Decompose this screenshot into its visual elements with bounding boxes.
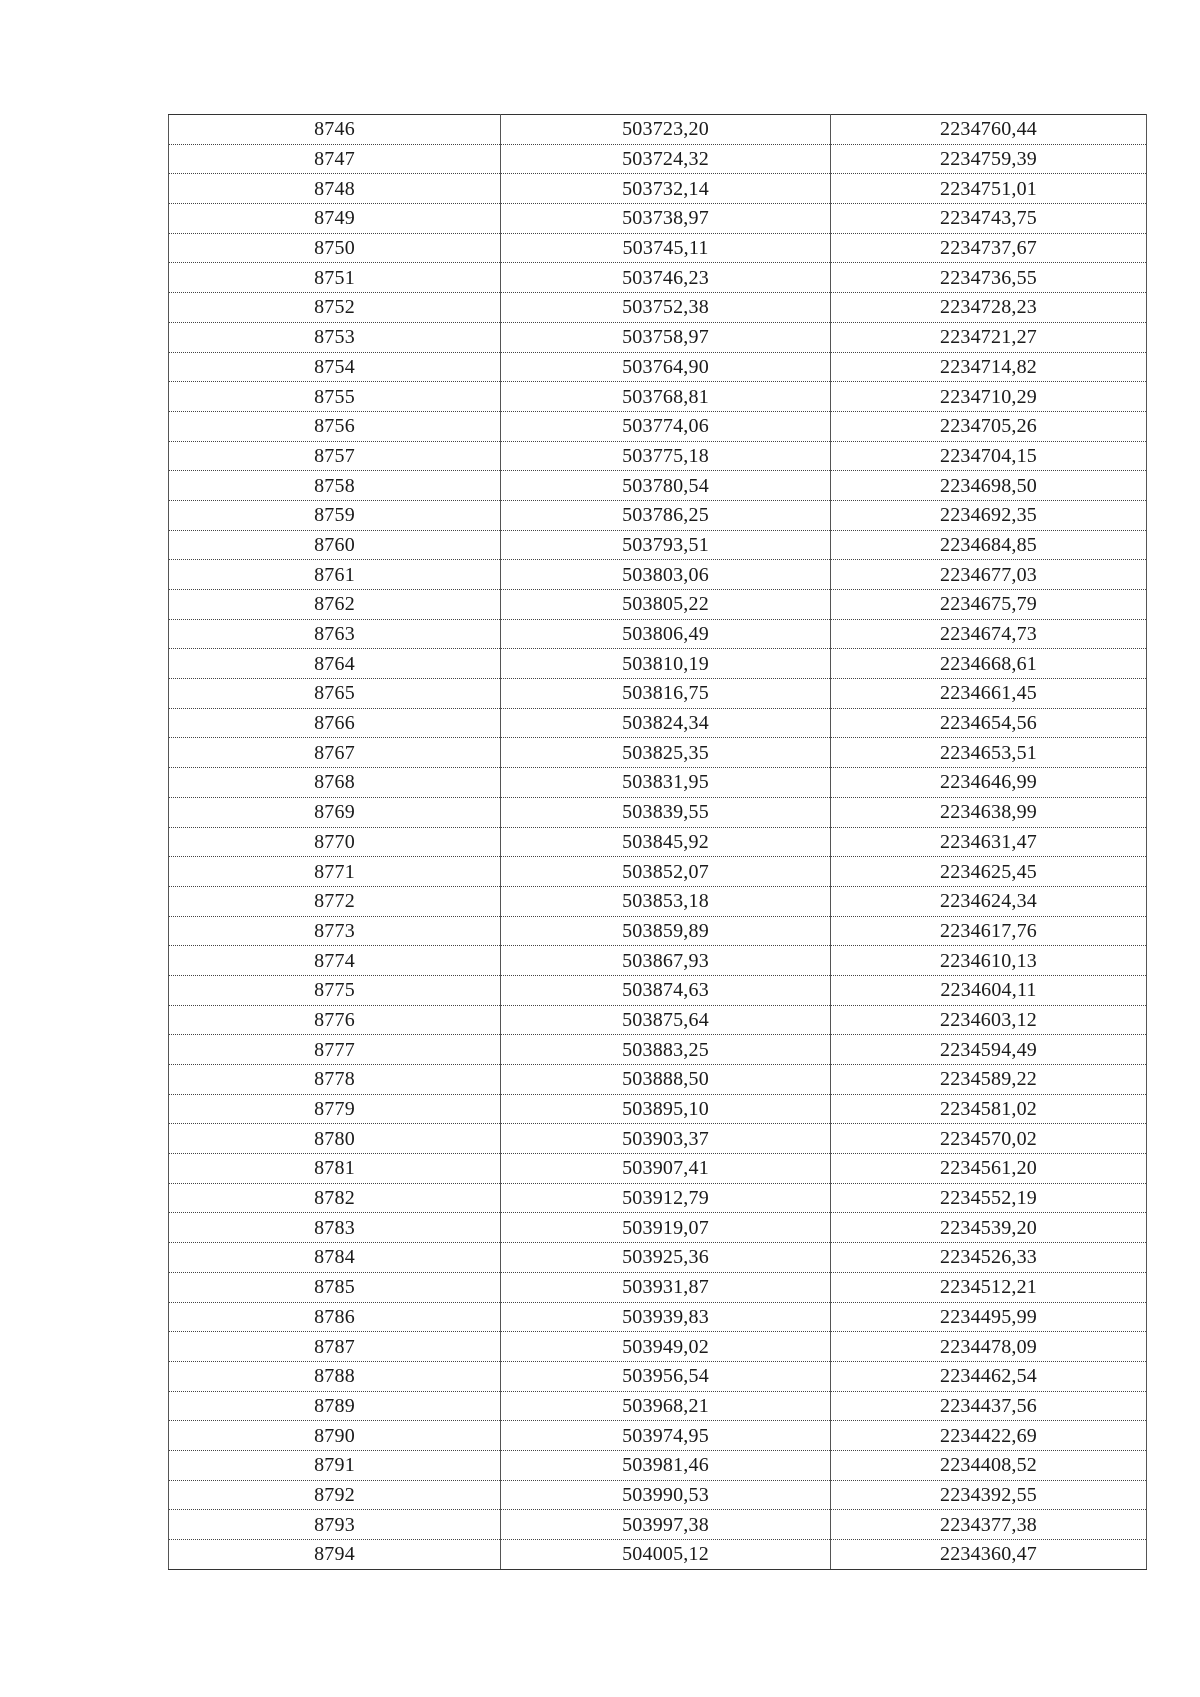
- y-coordinate-cell: 2234736,55: [831, 263, 1147, 293]
- x-coordinate-cell: 503774,06: [501, 411, 831, 441]
- table-row: [169, 1124, 1147, 1154]
- y-coordinate-cell: 2234638,99: [831, 797, 1147, 827]
- point-number-cell: 8777: [169, 1035, 501, 1065]
- y-coordinate-cell: 2234360,47: [831, 1540, 1147, 1570]
- table-row: [169, 1391, 1147, 1421]
- table-row: [169, 975, 1147, 1005]
- table-row: [169, 1361, 1147, 1391]
- x-coordinate-cell: 503824,34: [501, 708, 831, 738]
- table-row: [169, 1540, 1147, 1570]
- y-coordinate-cell: 2234728,23: [831, 293, 1147, 323]
- y-coordinate-cell: 2234684,85: [831, 530, 1147, 560]
- x-coordinate-cell: 503903,37: [501, 1124, 831, 1154]
- y-coordinate-cell: 2234674,73: [831, 619, 1147, 649]
- point-number-cell: 8749: [169, 204, 501, 234]
- y-coordinate-cell: 2234759,39: [831, 144, 1147, 174]
- y-coordinate-cell: 2234677,03: [831, 560, 1147, 590]
- x-coordinate-cell: 503925,36: [501, 1243, 831, 1273]
- point-number-cell: 8760: [169, 530, 501, 560]
- table-row: [169, 352, 1147, 382]
- x-coordinate-cell: 504005,12: [501, 1540, 831, 1570]
- point-number-cell: 8752: [169, 293, 501, 323]
- point-number-cell: 8784: [169, 1243, 501, 1273]
- table-row: [169, 1035, 1147, 1065]
- point-number-cell: 8789: [169, 1391, 501, 1421]
- table-row: [169, 1272, 1147, 1302]
- y-coordinate-cell: 2234561,20: [831, 1154, 1147, 1184]
- y-coordinate-cell: 2234710,29: [831, 382, 1147, 412]
- x-coordinate-cell: 503912,79: [501, 1183, 831, 1213]
- y-coordinate-cell: 2234625,45: [831, 857, 1147, 887]
- table-row: [169, 708, 1147, 738]
- x-coordinate-cell: 503875,64: [501, 1005, 831, 1035]
- y-coordinate-cell: 2234721,27: [831, 322, 1147, 352]
- point-number-cell: 8788: [169, 1361, 501, 1391]
- table-row: [169, 411, 1147, 441]
- y-coordinate-cell: 2234422,69: [831, 1421, 1147, 1451]
- table-row: [169, 1510, 1147, 1540]
- point-number-cell: 8780: [169, 1124, 501, 1154]
- y-coordinate-cell: 2234737,67: [831, 233, 1147, 263]
- x-coordinate-cell: 503867,93: [501, 946, 831, 976]
- y-coordinate-cell: 2234714,82: [831, 352, 1147, 382]
- y-coordinate-cell: 2234392,55: [831, 1480, 1147, 1510]
- point-number-cell: 8761: [169, 560, 501, 590]
- y-coordinate-cell: 2234751,01: [831, 174, 1147, 204]
- x-coordinate-cell: 503895,10: [501, 1094, 831, 1124]
- table-row: [169, 738, 1147, 768]
- point-number-cell: 8766: [169, 708, 501, 738]
- table-row: [169, 1065, 1147, 1095]
- table-row: [169, 471, 1147, 501]
- table-row: [169, 1005, 1147, 1035]
- table-row: [169, 115, 1147, 145]
- point-number-cell: 8748: [169, 174, 501, 204]
- point-number-cell: 8773: [169, 916, 501, 946]
- table-row: [169, 679, 1147, 709]
- point-number-cell: 8782: [169, 1183, 501, 1213]
- point-number-cell: 8755: [169, 382, 501, 412]
- table-row: [169, 204, 1147, 234]
- x-coordinate-cell: 503764,90: [501, 352, 831, 382]
- table-row: [169, 1213, 1147, 1243]
- table-row: [169, 827, 1147, 857]
- y-coordinate-cell: 2234437,56: [831, 1391, 1147, 1421]
- table-row: [169, 233, 1147, 263]
- y-coordinate-cell: 2234603,12: [831, 1005, 1147, 1035]
- x-coordinate-cell: 503816,75: [501, 679, 831, 709]
- table-row: [169, 530, 1147, 560]
- x-coordinate-cell: 503831,95: [501, 768, 831, 798]
- x-coordinate-cell: 503888,50: [501, 1065, 831, 1095]
- x-coordinate-cell: 503786,25: [501, 500, 831, 530]
- x-coordinate-cell: 503746,23: [501, 263, 831, 293]
- x-coordinate-cell: 503907,41: [501, 1154, 831, 1184]
- table-row: [169, 768, 1147, 798]
- x-coordinate-cell: 503810,19: [501, 649, 831, 679]
- x-coordinate-cell: 503738,97: [501, 204, 831, 234]
- point-number-cell: 8774: [169, 946, 501, 976]
- x-coordinate-cell: 503990,53: [501, 1480, 831, 1510]
- table-row: [169, 382, 1147, 412]
- x-coordinate-cell: 503939,83: [501, 1302, 831, 1332]
- point-number-cell: 8751: [169, 263, 501, 293]
- y-coordinate-cell: 2234617,76: [831, 916, 1147, 946]
- point-number-cell: 8764: [169, 649, 501, 679]
- point-number-cell: 8790: [169, 1421, 501, 1451]
- table-row: [169, 1183, 1147, 1213]
- table-row: [169, 857, 1147, 887]
- point-number-cell: 8786: [169, 1302, 501, 1332]
- x-coordinate-cell: 503839,55: [501, 797, 831, 827]
- table-row: [169, 322, 1147, 352]
- y-coordinate-cell: 2234661,45: [831, 679, 1147, 709]
- x-coordinate-cell: 503931,87: [501, 1272, 831, 1302]
- x-coordinate-cell: 503752,38: [501, 293, 831, 323]
- point-number-cell: 8768: [169, 768, 501, 798]
- y-coordinate-cell: 2234570,02: [831, 1124, 1147, 1154]
- point-number-cell: 8794: [169, 1540, 501, 1570]
- y-coordinate-cell: 2234495,99: [831, 1302, 1147, 1332]
- table-row: [169, 1421, 1147, 1451]
- table-row: [169, 797, 1147, 827]
- x-coordinate-cell: 503845,92: [501, 827, 831, 857]
- point-number-cell: 8754: [169, 352, 501, 382]
- y-coordinate-cell: 2234589,22: [831, 1065, 1147, 1095]
- coordinates-table-body: [169, 115, 1147, 1570]
- x-coordinate-cell: 503793,51: [501, 530, 831, 560]
- table-row: [169, 441, 1147, 471]
- point-number-cell: 8787: [169, 1332, 501, 1362]
- table-row: [169, 619, 1147, 649]
- x-coordinate-cell: 503853,18: [501, 886, 831, 916]
- x-coordinate-cell: 503768,81: [501, 382, 831, 412]
- table-row: [169, 174, 1147, 204]
- point-number-cell: 8781: [169, 1154, 501, 1184]
- table-row: [169, 1332, 1147, 1362]
- x-coordinate-cell: 503806,49: [501, 619, 831, 649]
- table-row: [169, 590, 1147, 620]
- x-coordinate-cell: 503919,07: [501, 1213, 831, 1243]
- point-number-cell: 8793: [169, 1510, 501, 1540]
- point-number-cell: 8765: [169, 679, 501, 709]
- x-coordinate-cell: 503732,14: [501, 174, 831, 204]
- table-row: [169, 500, 1147, 530]
- point-number-cell: 8753: [169, 322, 501, 352]
- point-number-cell: 8758: [169, 471, 501, 501]
- table-row: [169, 1094, 1147, 1124]
- x-coordinate-cell: 503974,95: [501, 1421, 831, 1451]
- y-coordinate-cell: 2234512,21: [831, 1272, 1147, 1302]
- x-coordinate-cell: 503956,54: [501, 1361, 831, 1391]
- table-row: [169, 263, 1147, 293]
- y-coordinate-cell: 2234539,20: [831, 1213, 1147, 1243]
- x-coordinate-cell: 503758,97: [501, 322, 831, 352]
- y-coordinate-cell: 2234377,38: [831, 1510, 1147, 1540]
- table-row: [169, 946, 1147, 976]
- x-coordinate-cell: 503803,06: [501, 560, 831, 590]
- x-coordinate-cell: 503780,54: [501, 471, 831, 501]
- table-row: [169, 649, 1147, 679]
- point-number-cell: 8747: [169, 144, 501, 174]
- y-coordinate-cell: 2234631,47: [831, 827, 1147, 857]
- point-number-cell: 8791: [169, 1450, 501, 1480]
- y-coordinate-cell: 2234760,44: [831, 115, 1147, 145]
- x-coordinate-cell: 503981,46: [501, 1450, 831, 1480]
- point-number-cell: 8750: [169, 233, 501, 263]
- x-coordinate-cell: 503745,11: [501, 233, 831, 263]
- x-coordinate-cell: 503949,02: [501, 1332, 831, 1362]
- table-row: [169, 144, 1147, 174]
- x-coordinate-cell: 503852,07: [501, 857, 831, 887]
- point-number-cell: 8770: [169, 827, 501, 857]
- y-coordinate-cell: 2234604,11: [831, 975, 1147, 1005]
- y-coordinate-cell: 2234668,61: [831, 649, 1147, 679]
- y-coordinate-cell: 2234704,15: [831, 441, 1147, 471]
- table-row: [169, 1243, 1147, 1273]
- point-number-cell: 8756: [169, 411, 501, 441]
- y-coordinate-cell: 2234646,99: [831, 768, 1147, 798]
- table-row: [169, 560, 1147, 590]
- point-number-cell: 8783: [169, 1213, 501, 1243]
- y-coordinate-cell: 2234692,35: [831, 500, 1147, 530]
- x-coordinate-cell: 503874,63: [501, 975, 831, 1005]
- point-number-cell: 8772: [169, 886, 501, 916]
- y-coordinate-cell: 2234408,52: [831, 1450, 1147, 1480]
- table-row: [169, 1450, 1147, 1480]
- y-coordinate-cell: 2234705,26: [831, 411, 1147, 441]
- y-coordinate-cell: 2234653,51: [831, 738, 1147, 768]
- point-number-cell: 8778: [169, 1065, 501, 1095]
- point-number-cell: 8785: [169, 1272, 501, 1302]
- x-coordinate-cell: 503859,89: [501, 916, 831, 946]
- x-coordinate-cell: 503968,21: [501, 1391, 831, 1421]
- point-number-cell: 8771: [169, 857, 501, 887]
- point-number-cell: 8769: [169, 797, 501, 827]
- table-row: [169, 1302, 1147, 1332]
- point-number-cell: 8763: [169, 619, 501, 649]
- y-coordinate-cell: 2234675,79: [831, 590, 1147, 620]
- x-coordinate-cell: 503775,18: [501, 441, 831, 471]
- point-number-cell: 8757: [169, 441, 501, 471]
- x-coordinate-cell: 503805,22: [501, 590, 831, 620]
- point-number-cell: 8779: [169, 1094, 501, 1124]
- y-coordinate-cell: 2234624,34: [831, 886, 1147, 916]
- y-coordinate-cell: 2234698,50: [831, 471, 1147, 501]
- y-coordinate-cell: 2234610,13: [831, 946, 1147, 976]
- table-row: [169, 1154, 1147, 1184]
- point-number-cell: 8746: [169, 115, 501, 145]
- y-coordinate-cell: 2234594,49: [831, 1035, 1147, 1065]
- table-row: [169, 886, 1147, 916]
- point-number-cell: 8767: [169, 738, 501, 768]
- y-coordinate-cell: 2234462,54: [831, 1361, 1147, 1391]
- x-coordinate-cell: 503883,25: [501, 1035, 831, 1065]
- table-row: [169, 1480, 1147, 1510]
- y-coordinate-cell: 2234743,75: [831, 204, 1147, 234]
- point-number-cell: 8762: [169, 590, 501, 620]
- y-coordinate-cell: 2234526,33: [831, 1243, 1147, 1273]
- point-number-cell: 8792: [169, 1480, 501, 1510]
- point-number-cell: 8759: [169, 500, 501, 530]
- point-number-cell: 8775: [169, 975, 501, 1005]
- point-number-cell: 8776: [169, 1005, 501, 1035]
- x-coordinate-cell: 503997,38: [501, 1510, 831, 1540]
- table-row: [169, 916, 1147, 946]
- y-coordinate-cell: 2234654,56: [831, 708, 1147, 738]
- y-coordinate-cell: 2234478,09: [831, 1332, 1147, 1362]
- y-coordinate-cell: 2234552,19: [831, 1183, 1147, 1213]
- coordinates-table: [168, 114, 1147, 1570]
- x-coordinate-cell: 503724,32: [501, 144, 831, 174]
- table-row: [169, 293, 1147, 323]
- x-coordinate-cell: 503825,35: [501, 738, 831, 768]
- x-coordinate-cell: 503723,20: [501, 115, 831, 145]
- y-coordinate-cell: 2234581,02: [831, 1094, 1147, 1124]
